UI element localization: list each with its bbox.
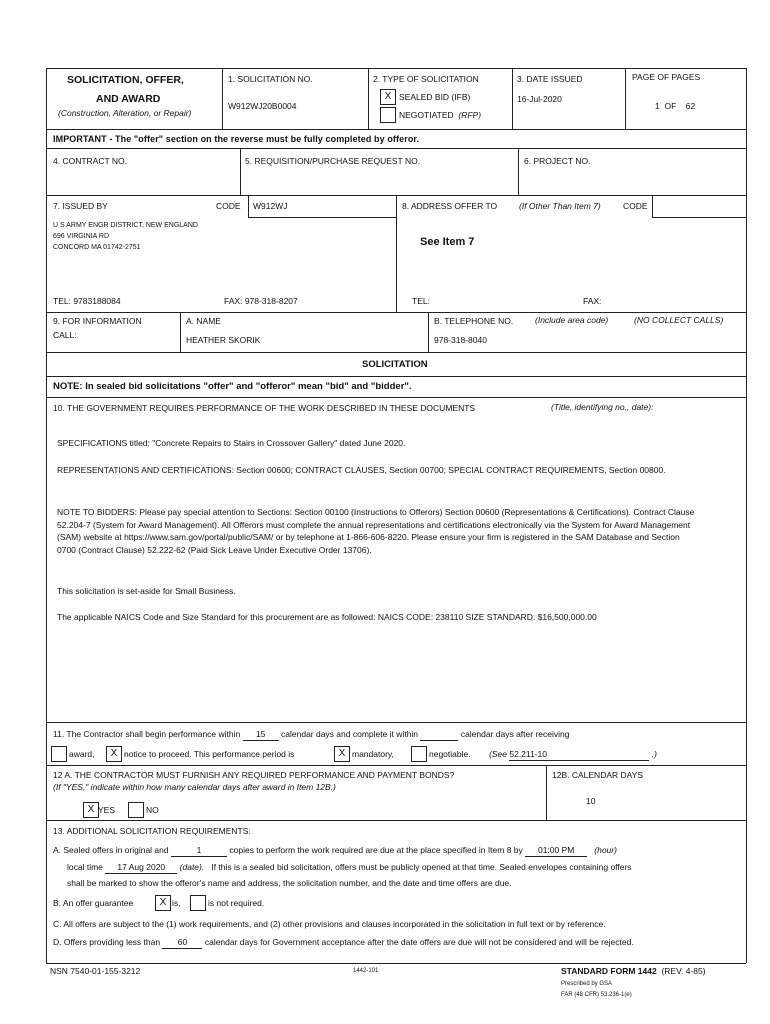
requisition-no-label: 5. REQUISITION/PURCHASE REQUEST NO. — [245, 156, 421, 166]
complete-days — [420, 730, 458, 741]
sealed-bid-checkbox[interactable]: X — [380, 89, 396, 105]
issuer-address-1: U S ARMY ENGR DISTRICT, NEW ENGLAND — [53, 222, 198, 229]
due-date: 17 Aug 2020 — [105, 863, 177, 874]
acceptance-days: 60 — [162, 938, 202, 949]
negotiable-checkbox[interactable] — [411, 746, 427, 762]
item10-set-aside: This solicitation is set-aside for Small Business. — [57, 586, 236, 596]
form-subtitle: (Construction, Alteration, or Repair) — [58, 108, 192, 118]
prescribed-by: Prescribed by GSA — [561, 981, 613, 987]
for-information-call-label: CALL: — [53, 330, 77, 340]
item13-label: 13. ADDITIONAL SOLICITATION REQUIREMENTS: — [53, 826, 251, 836]
item10-note-to-bidders: NOTE TO BIDDERS: Please pay special attention to Sections: Section 00100 (Instructions to Offerors) Section 00600 (Representations & Certifications). Contract Clause 52.204-7 (System for Award Management). All Offerors must complete the annual representations and certifications electronically via the System for Award Management (SAM) website at https://www.sam.gov/portal/public/SAM/ or by telephone at 1-866-606-8220. Please ensure your firm is registered in the SAM Database and Section 0700 (Contract Clause) 52.222-62 (Paid Sick Leave Under Executive Order 13706). — [57, 507, 695, 555]
negotiated-checkbox[interactable] — [380, 107, 396, 123]
item10-representations: REPRESENTATIONS AND CERTIFICATIONS: Section 00600; CONTRACT CLAUSES, Section 00700; SPECIAL CONTRACT REQUIREMENTS, Section 00800. — [57, 465, 666, 475]
item13a-line1: A. Sealed offers in original and 1 copies to perform the work required are due at the place specified in Item 8 by 01:00 PM (hour) — [53, 845, 617, 855]
issued-by-label: 7. ISSUED BY — [53, 201, 108, 211]
contract-no-label: 4. CONTRACT NO. — [53, 156, 127, 166]
solicitation-no-value: W912WJ20B0004 — [228, 101, 297, 111]
item10-specifications: SPECIFICATIONS titled: "Concrete Repairs to Stairs in Crossover Gallery" dated June 2020. — [57, 438, 406, 448]
item10-naics: The applicable NAICS Code and Size Standard for this procurement are as followed: NAICS CODE: 238110 SIZE STANDARD: $16,500,000.00 — [57, 612, 597, 622]
issued-by-code-value: W912WJ — [253, 201, 288, 211]
issuer-fax: FAX: 978-318-8207 — [224, 296, 298, 306]
issuer-tel: TEL: 9783188084 — [53, 296, 121, 306]
form-title-2: AND AWARD — [96, 93, 161, 105]
guarantee-is-label: is, — [172, 898, 181, 908]
contact-name-label: A. NAME — [186, 316, 221, 326]
negotiated-label: NEGOTIATED (RFP) — [399, 110, 482, 120]
negotiable-label: negotiable. — [429, 749, 471, 759]
bonds-yes-checkbox[interactable]: X — [83, 802, 99, 818]
border-bottom — [46, 963, 746, 964]
issued-by-code-label: CODE — [216, 201, 241, 211]
sealed-bid-label: SEALED BID (IFB) — [399, 92, 471, 102]
offer-tel-label: TEL: — [412, 296, 430, 306]
bonds-no-checkbox[interactable] — [128, 802, 144, 818]
item12a-label: 12 A. THE CONTRACTOR MUST FURNISH ANY REQUIRED PERFORMANCE AND PAYMENT BONDS? — [53, 770, 455, 780]
form-code: 1442-101 — [353, 968, 379, 974]
start-days: 15 — [243, 730, 279, 741]
calendar-days-label: 12B. CALENDAR DAYS — [552, 770, 644, 780]
mandatory-label: mandatory, — [352, 749, 394, 759]
ntp-checkbox[interactable]: X — [106, 746, 122, 762]
nsn-number: NSN 7540-01-155-3212 — [50, 966, 141, 976]
for-information-label: 9. FOR INFORMATION — [53, 316, 142, 326]
project-no-label: 6. PROJECT NO. — [524, 156, 591, 166]
solicitation-type-label: 2. TYPE OF SOLICITATION — [373, 74, 479, 84]
form-name: STANDARD FORM 1442 (REV. 4-85) — [561, 966, 706, 976]
item10-qualifier: (Title, identifying no., date): — [551, 402, 654, 412]
item13d: D. Offers providing less than 60 calendar days for Government acceptance after the date offers are due will not be considered and will be rejected. — [53, 937, 634, 947]
item13a-line3: shall be marked to show the offeror's name and address, the solicitation number, and the date and time offers are due. — [67, 878, 512, 888]
contact-name-value: HEATHER SKORIK — [186, 335, 261, 345]
border-left — [46, 68, 47, 963]
address-offer-qualifier: (If Other Than Item 7) — [519, 201, 601, 211]
item13c: C. All offers are subject to the (1) work requirements, and (2) other provisions and clauses incorporated in the solicitation in full text or by reference. — [53, 919, 606, 929]
mandatory-checkbox[interactable]: X — [334, 746, 350, 762]
issuer-address-3: CONCORD MA 01742-2751 — [53, 244, 141, 251]
copies-value: 1 — [171, 846, 227, 857]
award-label: award, — [69, 749, 95, 759]
due-time: 01:00 PM — [525, 846, 587, 857]
item13a-line2: local time 17 Aug 2020 (date). If this is a sealed bid solicitation, offers must be publicly opened at that time. Sealed envelopes containing offers — [67, 862, 632, 872]
guarantee-not-checkbox[interactable] — [190, 895, 206, 911]
border-top — [46, 68, 746, 69]
see-item-7: See Item 7 — [420, 236, 475, 248]
bonds-yes-label: YES — [98, 805, 116, 815]
address-offer-code-label: CODE — [623, 201, 648, 211]
bonds-no-label: NO — [146, 805, 159, 815]
important-notice: IMPORTANT - The "offer" section on the reverse must be fully completed by offeror. — [53, 134, 420, 144]
contact-tel-value: 978-318-8040 — [434, 335, 487, 345]
page-of-pages-value: 1 OF 62 — [655, 101, 696, 111]
contact-no-collect: (NO COLLECT CALLS) — [634, 315, 724, 325]
issuer-address-2: 696 VIRGINIA RD — [53, 233, 110, 240]
contact-tel-qualifier: (Include area code) — [535, 315, 609, 325]
date-issued-label: 3. DATE ISSUED — [517, 74, 583, 84]
item13b-label: B. An offer guarantee — [53, 898, 134, 908]
solicitation-section-header: SOLICITATION — [362, 359, 428, 370]
date-issued-value: 16-Jul-2020 — [517, 94, 562, 104]
address-offer-label: 8. ADDRESS OFFER TO — [402, 201, 498, 211]
contact-tel-label: B. TELEPHONE NO. — [434, 316, 514, 326]
item10-label: 10. THE GOVERNMENT REQUIRES PERFORMANCE OF THE WORK DESCRIBED IN THESE DOCUMENTS — [53, 403, 476, 413]
item11-line1: 11. The Contractor shall begin performance within 15 calendar days and complete it within calendar days after receiving — [53, 729, 570, 739]
solicitation-no-label: 1. SOLICITATION NO. — [228, 74, 313, 84]
far-reference: FAR (48 CFR) 53.236-1(e) — [561, 992, 632, 998]
guarantee-not-label: is not required. — [208, 898, 265, 908]
offer-fax-label: FAX: — [583, 296, 602, 306]
border-right — [746, 68, 747, 963]
form-title: SOLICITATION, OFFER, — [67, 74, 184, 86]
ntp-label: notice to proceed. This performance period is — [124, 749, 295, 759]
item12a-qualifier: (If "YES," indicate within how many calendar days after award in Item 12B.) — [53, 782, 336, 792]
see-clause: (See 52.211-10 .) — [489, 749, 657, 759]
sealed-bid-note: NOTE: In sealed bid solicitations "offer" and "offeror" mean "bid" and "bidder". — [53, 381, 412, 392]
award-checkbox[interactable] — [51, 746, 67, 762]
calendar-days-value: 10 — [586, 796, 596, 806]
guarantee-is-checkbox[interactable]: X — [155, 895, 171, 911]
page-of-pages-label: PAGE OF PAGES — [632, 72, 701, 82]
